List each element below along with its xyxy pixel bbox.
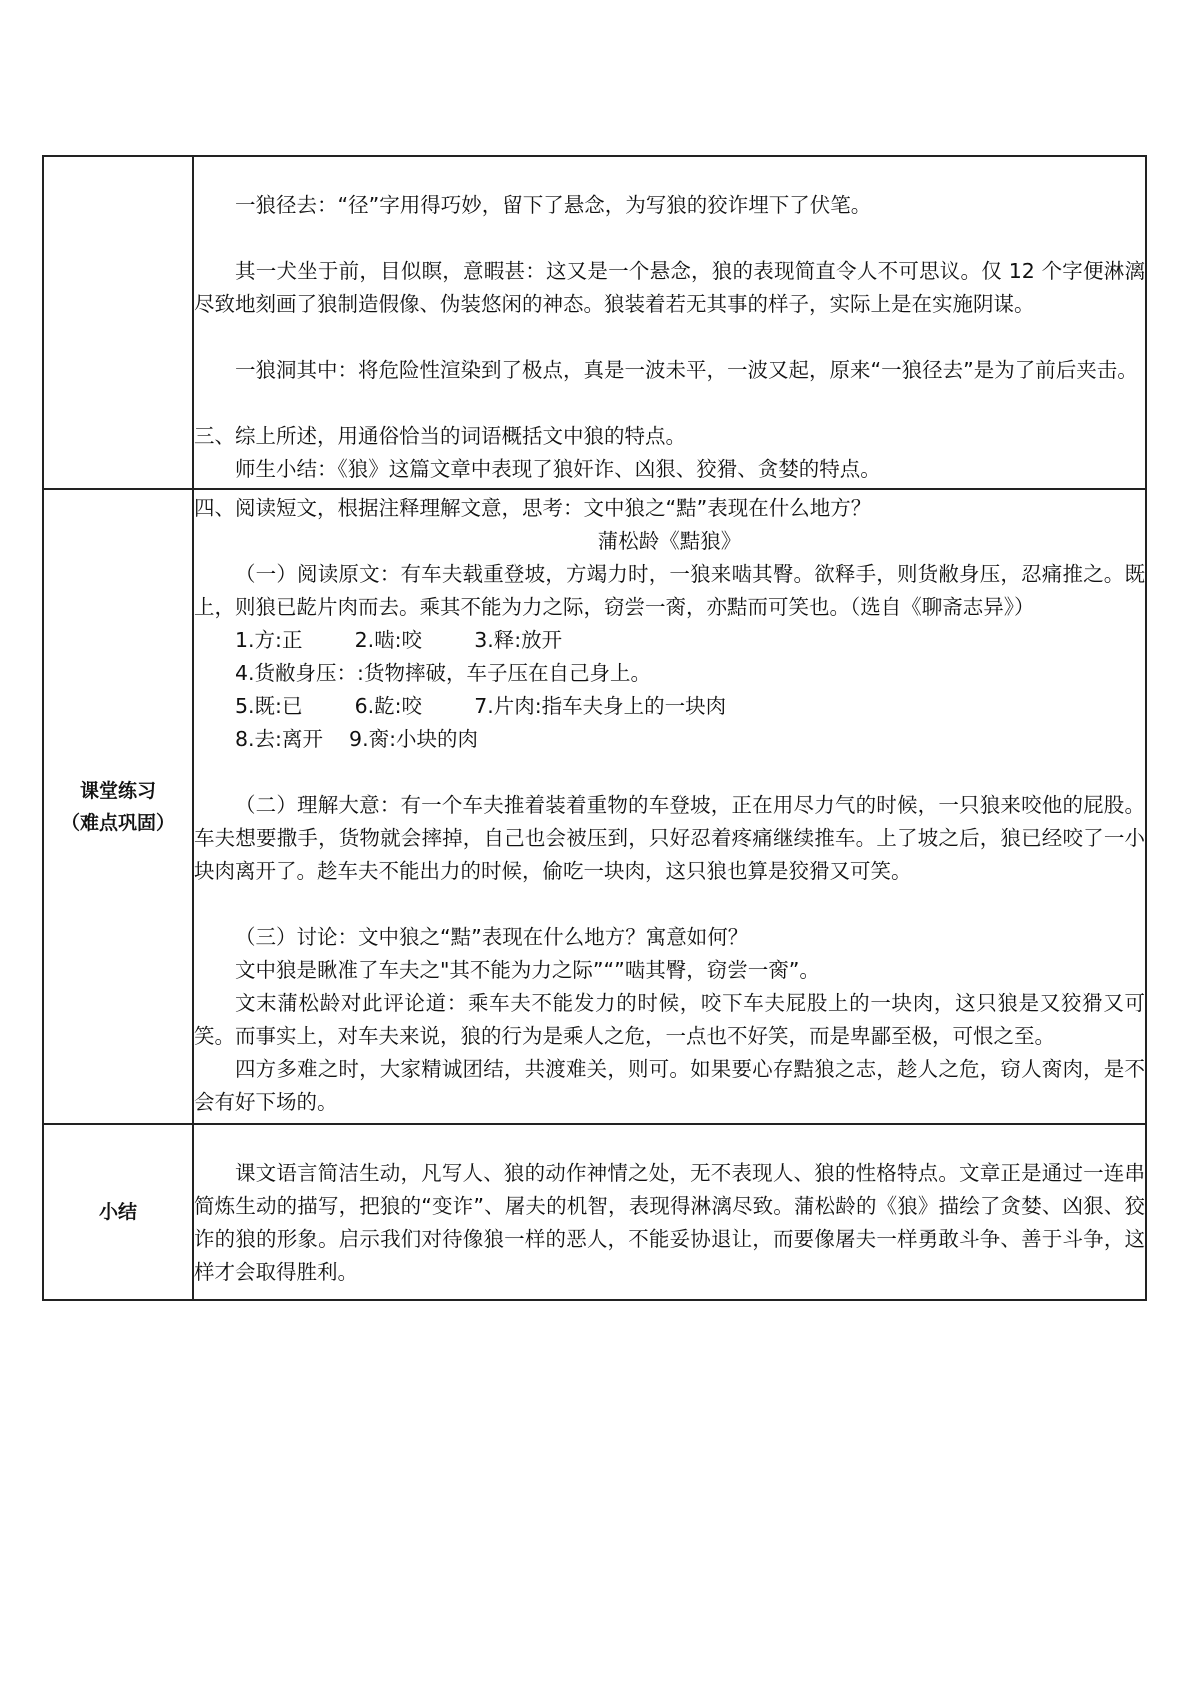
summary-label: 小结 — [98, 1201, 137, 1223]
annotation-line: 1.方:正 2.啮:咬 3.释:放开 — [235, 628, 563, 652]
empty-label-cell — [43, 156, 193, 489]
practice-label-cell — [43, 489, 193, 1124]
analysis-content-cell — [193, 156, 1146, 489]
summary-label-cell — [43, 1124, 193, 1300]
passage-title: 蒲松龄《黠狼》 — [597, 529, 742, 553]
practice-label: 课堂练习 — [79, 779, 156, 802]
annotation-line: 4.货敝身压：:货物摔破，车子压在自己身上。 — [235, 661, 651, 685]
summary-row — [43, 1124, 1146, 1300]
analysis-paragraph: 一狼洞其中：将危险性渲染到了极点，真是一波未平，一波又起，原来“一狼径去”是为了前后夹击。 — [235, 358, 1138, 382]
summary-question: 三、综上所述，用通俗恰当的词语概括文中狼的特点。 — [194, 424, 686, 448]
original-text: （一）阅读原文：有车夫载重登坡，方竭力时，一狼来啮其臀。欲释手，则货敝身压，忍痛推之。既上，则狼已龁片肉而去。乘其不能为力之际，窃尝一脔，亦黠而可笑也。（选自《聊斋志异》） — [194, 562, 1145, 619]
discussion-answer: 文中狼是瞅准了车夫之"其不能为力之际”“”啮其臀，窃尝一脔”。 — [235, 958, 820, 982]
general-meaning: （二）理解大意：有一个车夫推着装着重物的车登坡，正在用尽力气的时候，一只狼来咬他的屁股。车夫想要撒手，货物就会摔掉，自己也会被压到，只好忍着疼痛继续推车。上了坡之后，狼已经咬了一小块肉离开了。趁车夫不能出力的时候，偷吃一块肉，这只狼也算是狡猾又可笑。 — [194, 793, 1145, 883]
annotation-line: 5.既:已 6.龁:咬 7.片肉:指车夫身上的一块肉 — [235, 694, 727, 718]
practice-content-cell — [193, 489, 1146, 1124]
lesson-plan-table — [42, 155, 1147, 1301]
analysis-row — [43, 156, 1146, 489]
analysis-paragraph: 其一犬坐于前，目似瞑，意暇甚：这又是一个悬念，狼的表现简直令人不可思议。仅 12 个字便淋漓尽致地刻画了狼制造假像、伪装悠闲的神态。狼装着若无其事的样子，实际上是在实施阴谋。 — [194, 259, 1145, 316]
annotation-line: 8.去:离开 9.脔:小块的肉 — [235, 727, 478, 751]
discussion-answer: 四方多难之时，大家精诚团结，共渡难关，则可。如果要心存黠狼之志，趁人之危，窃人脔肉，是不会有好下场的。 — [194, 1057, 1145, 1114]
teacher-student-summary: 师生小结：《狼》这篇文章中表现了狼奸诈、凶狠、狡猾、贪婪的特点。 — [235, 457, 881, 481]
discussion-question: （三）讨论：文中狼之“黠”表现在什么地方？寓意如何？ — [235, 925, 749, 949]
reading-question: 四、阅读短文，根据注释理解文意，思考：文中狼之“黠”表现在什么地方？ — [194, 496, 872, 520]
summary-text: 课文语言简洁生动，凡写人、狼的动作神情之处，无不表现人、狼的性格特点。文章正是通过一连串简炼生动的描写，把狼的“变诈”、屠夫的机智，表现得淋漓尽致。蒲松龄的《狼》描绘了贪婪、凶狠、狡诈的狼的形象。启示我们对待像狼一样的恶人，不能妥协退让，而要像屠夫一样勇敢斗争、善于斗争，这样才会取得胜利。 — [194, 1161, 1145, 1284]
discussion-answer: 文末蒲松龄对此评论道：乘车夫不能发力的时候，咬下车夫屁股上的一块肉，这只狼是又狡猾又可笑。而事实上，对车夫来说，狼的行为是乘人之危，一点也不好笑，而是卑鄙至极，可恨之至。 — [194, 991, 1145, 1048]
practice-row — [43, 489, 1146, 1124]
practice-sublabel: （难点巩固） — [60, 811, 175, 834]
analysis-paragraph: 一狼径去：“径”字用得巧妙，留下了悬念，为写狼的狡诈埋下了伏笔。 — [235, 193, 872, 217]
summary-content-cell — [193, 1124, 1146, 1300]
